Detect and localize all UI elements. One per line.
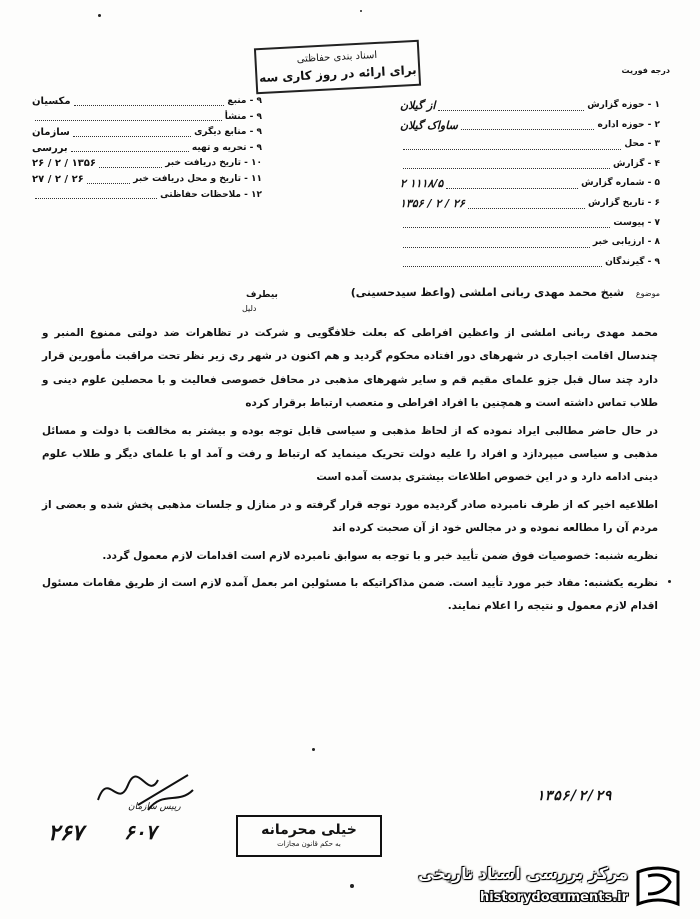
source-field-value: سازمان <box>32 127 70 139</box>
report-field <box>400 174 660 194</box>
scan-speck <box>350 884 354 888</box>
dotted-leader <box>403 247 590 248</box>
dotted-leader <box>87 183 130 184</box>
report-field-label: ۳ - محل <box>624 139 660 150</box>
report-body <box>42 322 658 623</box>
report-field <box>400 253 660 273</box>
subject-line <box>40 286 660 299</box>
report-field <box>400 96 660 116</box>
source-field-label: ۱۱ - تاریخ و محل دریافت خبر <box>133 173 262 184</box>
source-header-fields <box>32 94 262 203</box>
scan-speck <box>668 580 671 583</box>
report-header-fields <box>400 96 660 272</box>
report-field-value: ۱۱۱۸/۵ ۲ <box>400 177 444 191</box>
dotted-leader <box>73 136 191 137</box>
report-field <box>400 116 660 136</box>
dotted-leader <box>99 167 162 168</box>
source-field-value: بررسی <box>32 142 68 154</box>
report-field-value: از گیلان <box>400 99 436 112</box>
report-field-label: ۶ - تاریخ گزارش <box>588 197 660 208</box>
dotted-leader <box>446 188 578 189</box>
report-field <box>400 194 660 214</box>
report-field <box>400 155 660 175</box>
source-field-value: ۲۶ / ۲ / ۲۷ <box>32 173 84 185</box>
watermark-url: historydocuments.ir <box>479 890 628 905</box>
archive-watermark <box>404 862 684 912</box>
dotted-leader <box>468 208 585 209</box>
body-paragraph: محمد مهدی ربانی املشی از واعظین افراطی که بعلت خلافگویی و شرکت در تظاهرات ضد دولتی ممنوع المنبر و چندسال اقامت اجباری در شهرهای دور افتاده محکوم گردید و هم اکنون در شهر ری زیر نظر تحت مراقبت مأمورین قرار دارد چند سال قبل جزو علمای مقیم قم و سایر شهرهای مذهبی در محافل خصوصی فعالیت و با محصلین علوم دینی و طلاب تماس داشته است و همچنین با افراد افراطی و متعصب ارتباط برقرار کرده <box>42 327 658 410</box>
subject-text: شیخ محمد مهدی ربانی املشی (واعظ سیدحسینی) <box>350 286 625 299</box>
dotted-leader <box>403 266 602 267</box>
report-field-value: ساواک گیلان <box>400 118 458 132</box>
report-field-label: ۹ - گیرندگان <box>605 256 660 267</box>
report-field-label: ۴ - گزارش <box>612 158 660 169</box>
subject-caption: موضوع <box>635 289 660 298</box>
source-field-label: ۱۲ - ملاحظات حفاظتی <box>160 189 262 200</box>
security-stamp <box>254 40 421 95</box>
security-stamp-line1: اسناد بندی حفاظتی <box>296 49 378 66</box>
source-field <box>32 141 262 157</box>
source-field <box>32 188 262 204</box>
handwritten-date: ۱۳۵۶/۲/۲۹ <box>536 788 612 804</box>
source-field <box>32 125 262 141</box>
signature-title: رییس سازمان <box>128 802 181 812</box>
source-field <box>32 156 262 172</box>
source-field-value: ۱۳۵۶ / ۲ / ۲۶ <box>32 158 96 170</box>
scan-speck <box>98 14 101 17</box>
report-field <box>400 233 660 253</box>
source-field-label: ۹ - منابع دیگری <box>194 127 262 138</box>
source-field <box>32 110 262 126</box>
classification-stamp <box>236 815 382 857</box>
source-field-label: ۹ - منشأ <box>224 111 262 122</box>
margin-number: ۲۶۷ <box>48 820 84 846</box>
report-field-label: ۸ - ارزیابی خبر <box>592 237 660 248</box>
dotted-leader <box>403 227 610 228</box>
classification-stamp-sub: به حکم قانون مجازات <box>277 840 341 848</box>
subject-side-top: بیطرف <box>246 290 278 300</box>
source-field-value: مکسیان <box>32 96 71 107</box>
dotted-leader <box>35 198 157 199</box>
watermark-title: مرکز بررسی اسناد تاریخی <box>418 864 628 883</box>
archive-logo-icon <box>634 864 682 910</box>
body-paragraph: اطلاعیه اخیر که از طرف نامبرده صادر گردیده مورد توجه قرار گرفته و در منازل و جلسات مذهبی پخش شده و بعضی از مردم آن را مطالعه نموده و در مجالس خود از آن صحبت کرده اند <box>42 498 658 535</box>
urgency-label: درجه فوریت <box>621 66 670 75</box>
dotted-leader <box>35 120 222 121</box>
body-paragraph: در حال حاضر مطالبی ایراد نموده که از لحاظ مذهبی و سیاسی قابل توجه بوده و بیشتر به مخالفت با دولت و مسائل مذهبی و سیاسی میپردازد و افراد را علیه دولت تحریک مینماید که ارتباط و رفت و آمد او با علمای دیگر و طلاب علوم دینی ادامه دارد و در این خصوص اطلاعات بیشتری بدست آمده است <box>42 424 658 484</box>
scan-speck <box>312 748 315 751</box>
source-field-label: ۹ - تحریه و تهیه <box>191 142 262 153</box>
dotted-leader <box>403 168 610 169</box>
report-field-value: ۲۶ / ۲ / ۱۳۵۶ <box>400 196 465 210</box>
scan-speck <box>360 10 362 12</box>
classification-stamp-main: خیلی محرمانه <box>261 822 357 838</box>
source-field <box>32 172 262 188</box>
dotted-leader <box>403 149 621 150</box>
subject-side-bottom: دلیل <box>242 304 257 313</box>
dotted-leader <box>71 151 189 152</box>
report-field-label: ۷ - پیوست <box>613 217 660 228</box>
source-field-label: ۹ - منبع <box>227 96 262 106</box>
source-field <box>32 94 262 110</box>
report-field-label: ۲ - حوزه اداره <box>597 119 660 130</box>
security-stamp-line2: برای ارائه در روز کاری سه <box>258 62 417 86</box>
report-field <box>400 135 660 155</box>
report-field-label: ۵ - شماره گزارش <box>581 178 660 189</box>
dotted-leader <box>74 105 225 106</box>
source-field-label: ۱۰ - تاریخ دریافت خبر <box>165 158 262 169</box>
report-field <box>400 214 660 234</box>
report-field-label: ۱ - حوزه گزارش <box>587 100 660 110</box>
dotted-leader <box>438 110 584 111</box>
dotted-leader <box>461 129 595 130</box>
margin-number-secondary: ۶۰۷ <box>124 820 157 844</box>
body-paragraph: نظریه یکشنبه: مفاد خبر مورد تأیید است. ضمن مذاکراتیکه با مسئولین امر بعمل آمده لازم است از طریق مقامات مسئول اقدام لازم معمول و نتیجه را اعلام نمایند. <box>42 577 658 613</box>
body-paragraph: نظریه شنبه: خصوصیات فوق ضمن تأیید خبر و با توجه به سوابق نامبرده لازم است اقدامات لازم معمول گردد. <box>102 549 658 562</box>
